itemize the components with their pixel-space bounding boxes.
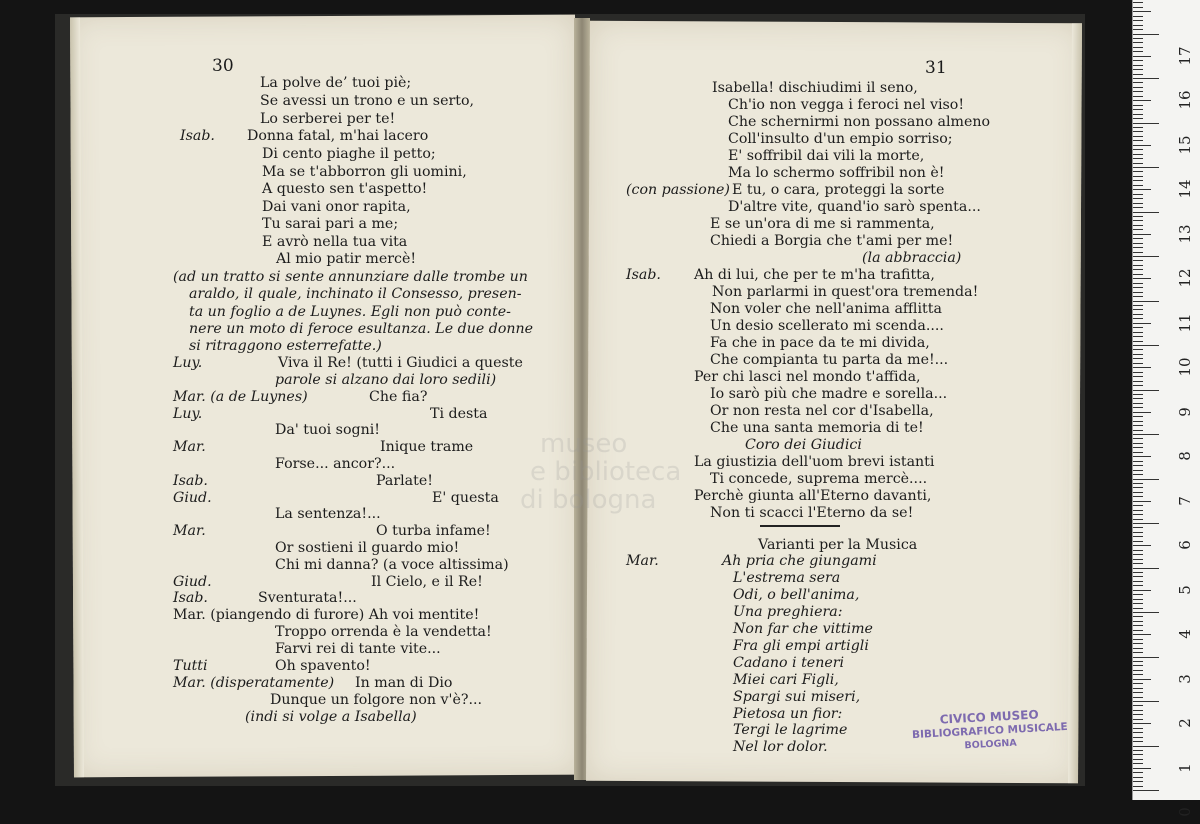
ruler-tick xyxy=(1133,403,1143,404)
text-line: Or sostieni il guardo mio! xyxy=(275,540,460,556)
ruler-tick xyxy=(1133,127,1143,128)
text-line: Mar. xyxy=(173,523,206,539)
ruler-label: 16 xyxy=(1176,90,1194,110)
ruler-tick xyxy=(1133,514,1143,515)
ruler-tick xyxy=(1133,131,1143,132)
ruler-label: 11 xyxy=(1176,312,1194,333)
ruler-tick xyxy=(1133,519,1143,520)
text-line: Dunque un folgore non v'è?... xyxy=(270,692,482,708)
ruler-tick xyxy=(1133,425,1143,426)
ruler-tick xyxy=(1133,65,1143,66)
text-line: Mar. (piangendo di furore) Ah voi mentite! xyxy=(173,607,480,623)
ruler-tick xyxy=(1133,545,1151,546)
ruler-tick xyxy=(1133,109,1143,110)
ruler-tick xyxy=(1133,714,1143,715)
ruler-tick xyxy=(1133,456,1151,457)
ruler-tick xyxy=(1133,576,1143,577)
ruler-tick xyxy=(1133,269,1143,270)
ruler-tick xyxy=(1133,78,1159,79)
ruler-tick xyxy=(1133,746,1159,747)
ruler-tick xyxy=(1133,394,1143,395)
ruler-tick xyxy=(1133,25,1143,26)
ruler-tick xyxy=(1133,741,1143,742)
ruler-tick xyxy=(1133,203,1143,204)
ruler-tick xyxy=(1133,136,1143,137)
text-line: A questo sen t'aspetto! xyxy=(262,181,428,197)
text-line: E tu, o cara, proteggi la sorte xyxy=(732,182,945,198)
ruler-tick xyxy=(1133,309,1143,310)
ruler-tick xyxy=(1133,705,1143,706)
text-line: Se avessi un trono e un serto, xyxy=(260,93,475,109)
ruler-tick xyxy=(1133,541,1143,542)
ruler-tick xyxy=(1133,247,1143,248)
text-line: (ad un tratto si sente annunziare dalle trombe un xyxy=(173,269,528,285)
ruler-tick xyxy=(1133,42,1143,43)
ruler-tick xyxy=(1133,2,1143,3)
text-line: Dai vani onor rapita, xyxy=(262,199,411,215)
ruler-tick xyxy=(1133,421,1143,422)
left-page-number: 30 xyxy=(212,56,234,76)
text-line: Troppo orrenda è la vendetta! xyxy=(275,624,492,640)
ruler-tick xyxy=(1133,692,1143,693)
text-line: Non far che vittime xyxy=(733,621,873,637)
ruler-label: 5 xyxy=(1176,584,1194,595)
ruler-tick xyxy=(1133,719,1143,720)
ruler-tick xyxy=(1133,430,1143,431)
ruler-tick xyxy=(1133,452,1143,453)
text-line: Cadano i teneri xyxy=(733,655,845,671)
text-line: Che compianta tu parta da me!... xyxy=(710,352,949,368)
ruler-tick xyxy=(1133,732,1143,733)
ruler-tick xyxy=(1133,786,1143,787)
ruler-tick xyxy=(1133,114,1143,115)
ruler-tick xyxy=(1133,381,1143,382)
ruler-tick xyxy=(1133,630,1143,631)
ruler-tick xyxy=(1133,470,1143,471)
ruler-tick xyxy=(1133,38,1143,39)
ruler-tick xyxy=(1133,683,1143,684)
text-line: Ch'io non vegga i feroci nel viso! xyxy=(728,97,965,113)
text-line: Giud. xyxy=(173,574,212,590)
text-line: Da' tuoi sogni! xyxy=(275,422,380,438)
text-line: Per chi lasci nel mondo t'affida, xyxy=(694,369,921,385)
ruler-tick xyxy=(1133,91,1143,92)
ruler-label: 0 xyxy=(1176,807,1194,817)
ruler-tick xyxy=(1133,194,1143,195)
ruler-tick xyxy=(1133,674,1143,675)
ruler-label: 12 xyxy=(1176,268,1194,288)
ruler-tick xyxy=(1133,737,1143,738)
ruler-tick xyxy=(1133,505,1143,506)
text-line: E' questa xyxy=(432,490,499,506)
text-line: Fra gli empi artigli xyxy=(733,638,869,654)
ruler-tick xyxy=(1133,238,1143,239)
text-line: Sventurata!... xyxy=(258,590,357,606)
ruler-tick xyxy=(1133,492,1143,493)
text-line: Tu sarai pari a me; xyxy=(262,216,399,232)
ruler-label: 8 xyxy=(1176,451,1194,461)
text-line: Che schernirmi non possano almeno xyxy=(728,114,991,130)
section-divider xyxy=(760,525,840,527)
text-line: O turba infame! xyxy=(376,523,491,539)
library-stamp: CIVICO MUSEO BIBLIOGRAFICO MUSICALE BOLOGNA xyxy=(911,707,1068,752)
ruler-tick xyxy=(1133,496,1143,497)
ruler-tick xyxy=(1133,318,1143,319)
ruler-tick xyxy=(1133,154,1143,155)
text-line: si ritraggono esterrefatte.) xyxy=(189,338,382,354)
text-line: Luy. xyxy=(173,406,203,422)
text-line: E se un'ora di me si rammenta, xyxy=(710,216,935,232)
text-line: Perchè giunta all'Eterno davanti, xyxy=(694,488,932,504)
text-line: Varianti per la Musica xyxy=(758,537,918,553)
ruler-tick xyxy=(1133,260,1143,261)
ruler-tick xyxy=(1133,140,1143,141)
text-line: Oh spavento! xyxy=(275,658,371,674)
ruler-tick xyxy=(1133,670,1143,671)
ruler-tick xyxy=(1133,185,1143,186)
text-line: parole si alzano dai loro sedili) xyxy=(275,372,497,388)
ruler-tick xyxy=(1133,167,1159,168)
ruler-tick xyxy=(1133,412,1151,413)
text-line: Isab. xyxy=(180,128,215,144)
text-line: Chi mi danna? (a voce altissima) xyxy=(275,557,509,573)
ruler-tick xyxy=(1133,479,1159,480)
text-line: Un desio scellerato mi scenda.... xyxy=(710,318,944,334)
text-line: Nel lor dolor. xyxy=(733,739,828,755)
ruler-tick xyxy=(1133,234,1151,235)
ruler-tick xyxy=(1133,407,1143,408)
ruler-tick xyxy=(1133,354,1143,355)
ruler-tick xyxy=(1133,625,1143,626)
ruler-tick xyxy=(1133,345,1159,346)
text-line: Ah pria che giungami xyxy=(722,553,877,569)
ruler-tick xyxy=(1133,465,1143,466)
ruler-tick xyxy=(1133,487,1143,488)
text-line: Spargi sui miseri, xyxy=(733,689,861,705)
ruler-tick xyxy=(1133,581,1143,582)
text-line: Coro dei Giudici xyxy=(745,437,862,453)
ruler-tick xyxy=(1133,96,1143,97)
text-line: Mar. xyxy=(626,553,659,569)
text-line: Farvi rei di tante vite... xyxy=(275,641,441,657)
ruler-tick xyxy=(1133,332,1143,333)
text-line: Miei cari Figli, xyxy=(733,672,839,688)
ruler-tick xyxy=(1133,51,1143,52)
ruler-tick xyxy=(1133,639,1143,640)
ruler-label: 14 xyxy=(1176,179,1194,199)
ruler-tick xyxy=(1133,34,1159,35)
ruler-tick xyxy=(1133,661,1143,662)
text-line: La sentenza!... xyxy=(275,506,381,522)
ruler-tick xyxy=(1133,212,1159,213)
text-line: Mar. (disperatamente) xyxy=(173,675,335,691)
ruler-label: 15 xyxy=(1176,134,1194,155)
ruler-tick xyxy=(1133,292,1143,293)
ruler-tick xyxy=(1133,60,1143,61)
ruler-tick xyxy=(1133,158,1143,159)
text-line: (la abbraccia) xyxy=(862,250,962,266)
ruler-tick xyxy=(1133,314,1143,315)
ruler-tick xyxy=(1133,754,1143,755)
text-line: Forse... ancor?... xyxy=(275,456,396,472)
ruler-tick xyxy=(1133,296,1143,297)
text-line: Lo serberei per te! xyxy=(260,111,396,127)
ruler-tick xyxy=(1133,87,1143,88)
ruler-tick xyxy=(1133,189,1151,190)
ruler-tick xyxy=(1133,118,1143,119)
ruler-tick xyxy=(1133,563,1143,564)
ruler-tick xyxy=(1133,56,1151,57)
ruler-label: 17 xyxy=(1176,45,1194,66)
ruler-tick xyxy=(1133,171,1143,172)
watermark: museo e biblioteca di bologna xyxy=(520,429,682,515)
text-line: Mar. (a de Luynes) xyxy=(173,389,308,405)
ruler-tick xyxy=(1133,100,1151,101)
ruler-label: 9 xyxy=(1176,406,1194,417)
ruler-tick xyxy=(1133,358,1143,359)
ruler-tick xyxy=(1133,768,1151,769)
ruler-tick xyxy=(1133,305,1143,306)
ruler-tick xyxy=(1133,781,1143,782)
text-line: La polve de’ tuoi piè; xyxy=(260,75,412,91)
ruler-tick xyxy=(1133,390,1159,391)
text-line: L'estrema sera xyxy=(733,570,841,586)
text-line: Parlate! xyxy=(376,473,433,489)
right-page-number: 31 xyxy=(925,58,947,78)
text-line: Il Cielo, e il Re! xyxy=(371,574,483,590)
text-line: araldo, il quale, inchinato il Consesso, presen- xyxy=(189,286,522,302)
ruler-tick xyxy=(1133,554,1143,555)
text-line: Isab. xyxy=(626,267,661,283)
ruler-tick xyxy=(1133,47,1143,48)
ruler-tick xyxy=(1133,523,1159,524)
ruler-tick xyxy=(1133,665,1143,666)
ruler-tick xyxy=(1133,7,1143,8)
ruler-tick xyxy=(1133,198,1143,199)
text-line: Che una santa memoria di te! xyxy=(710,420,924,436)
ruler-tick xyxy=(1133,599,1143,600)
ruler-label: 10 xyxy=(1176,357,1194,377)
measurement-ruler xyxy=(1132,0,1200,817)
text-line: Ti concede, suprema mercè.... xyxy=(710,471,928,487)
text-line: Al mio patir mercè! xyxy=(276,251,417,267)
text-line: Una preghiera: xyxy=(733,604,843,620)
ruler-tick xyxy=(1133,265,1143,266)
text-line: Ma lo schermo soffribil non è! xyxy=(728,165,945,181)
ruler-tick xyxy=(1133,483,1143,484)
ruler-label: 2 xyxy=(1176,718,1194,728)
text-line: (con passione) xyxy=(626,182,730,198)
text-line: Che fia? xyxy=(369,389,428,405)
ruler-tick xyxy=(1133,461,1143,462)
ruler-tick xyxy=(1133,536,1143,537)
ruler-tick xyxy=(1133,398,1143,399)
ruler-tick xyxy=(1133,385,1143,386)
ruler-tick xyxy=(1133,608,1143,609)
ruler-tick xyxy=(1133,336,1143,337)
ruler-tick xyxy=(1133,376,1143,377)
text-line: nere un moto di feroce esultanza. Le due donne xyxy=(189,321,534,337)
ruler-label: 1 xyxy=(1176,762,1194,773)
ruler-tick xyxy=(1133,550,1143,551)
text-line: Tutti xyxy=(173,658,208,674)
ruler-label: 7 xyxy=(1176,495,1194,506)
ruler-tick xyxy=(1133,585,1143,586)
ruler-tick xyxy=(1133,82,1143,83)
ruler-tick xyxy=(1133,443,1143,444)
ruler-tick xyxy=(1133,301,1159,302)
ruler-label: 3 xyxy=(1176,673,1194,684)
ruler-tick xyxy=(1133,163,1143,164)
ruler-tick xyxy=(1133,701,1159,702)
ruler-tick xyxy=(1133,283,1143,284)
ruler-label: 4 xyxy=(1176,629,1194,639)
ruler-tick xyxy=(1133,590,1151,591)
ruler-tick xyxy=(1133,29,1143,30)
ruler-tick xyxy=(1133,278,1151,279)
text-line: Chiedi a Borgia che t'ami per me! xyxy=(710,233,954,249)
text-line: In man di Dio xyxy=(355,675,453,691)
ruler-tick xyxy=(1133,16,1143,17)
ruler-tick xyxy=(1133,616,1143,617)
text-line: Odi, o bell'anima, xyxy=(733,587,860,603)
ruler-tick xyxy=(1133,225,1143,226)
text-line: Isab. xyxy=(173,473,208,489)
text-line: D'altre vite, quand'io sarò spenta... xyxy=(728,199,981,215)
text-line: Mar. xyxy=(173,439,206,455)
ruler-tick xyxy=(1133,123,1159,124)
text-line: Non parlarmi in quest'ora tremenda! xyxy=(712,284,979,300)
ruler-tick xyxy=(1133,220,1143,221)
ruler-tick xyxy=(1133,416,1143,417)
text-line: Giud. xyxy=(173,490,212,506)
ruler-tick xyxy=(1133,510,1143,511)
text-line: Luy. xyxy=(173,355,203,371)
ruler-tick xyxy=(1133,697,1143,698)
ruler-tick xyxy=(1133,621,1143,622)
ruler-tick xyxy=(1133,69,1143,70)
ruler-tick xyxy=(1133,532,1143,533)
ruler-tick xyxy=(1133,679,1151,680)
ruler-tick xyxy=(1133,763,1143,764)
ruler-tick xyxy=(1133,349,1143,350)
ruler-tick xyxy=(1133,447,1143,448)
text-line: Donna fatal, m'hai lacero xyxy=(247,128,429,144)
ruler-tick xyxy=(1133,434,1159,435)
ruler-tick xyxy=(1133,750,1143,751)
ruler-tick xyxy=(1133,759,1143,760)
ruler-tick xyxy=(1133,229,1143,230)
text-line: Fa che in pace da te mi divida, xyxy=(710,335,930,351)
ruler-tick xyxy=(1133,559,1143,560)
ruler-tick xyxy=(1133,207,1143,208)
text-line: Non voler che nell'anima afflitta xyxy=(710,301,942,317)
ruler-tick xyxy=(1133,176,1143,177)
ruler-tick xyxy=(1133,438,1143,439)
ruler-tick xyxy=(1133,216,1143,217)
ruler-tick xyxy=(1133,572,1143,573)
ruler-label: 6 xyxy=(1176,540,1194,550)
text-line: Di cento piaghe il petto; xyxy=(262,146,436,162)
ruler-tick xyxy=(1133,287,1143,288)
text-line: E avrò nella tua vita xyxy=(262,234,408,250)
ruler-label: 13 xyxy=(1176,223,1194,244)
ruler-tick xyxy=(1133,648,1143,649)
text-line: Inique trame xyxy=(380,439,474,455)
ruler-tick xyxy=(1133,790,1159,791)
text-line: Viva il Re! (tutti i Giudici a queste xyxy=(278,355,523,371)
text-line: Isab. xyxy=(173,590,208,606)
text-line: Ma se t'abborron gli uomini, xyxy=(262,164,467,180)
ruler-tick xyxy=(1133,688,1143,689)
ruler-tick xyxy=(1133,723,1151,724)
ruler-tick xyxy=(1133,323,1151,324)
ruler-tick xyxy=(1133,594,1143,595)
ruler-tick xyxy=(1133,252,1143,253)
ruler-tick xyxy=(1133,728,1143,729)
ruler-tick xyxy=(1133,710,1143,711)
ruler-tick xyxy=(1133,372,1143,373)
text-line: E' soffribil dai vili la morte, xyxy=(728,148,925,164)
ruler-tick xyxy=(1133,527,1143,528)
text-line: (indi si volge a Isabella) xyxy=(245,709,417,725)
ruler-tick xyxy=(1133,474,1143,475)
ruler-tick xyxy=(1133,772,1143,773)
ruler-tick xyxy=(1133,777,1143,778)
ruler-tick xyxy=(1133,180,1143,181)
ruler-tick xyxy=(1133,603,1143,604)
ruler-tick xyxy=(1133,657,1159,658)
ruler-tick xyxy=(1133,145,1151,146)
ruler-tick xyxy=(1133,501,1151,502)
text-line: Ti desta xyxy=(430,406,488,422)
ruler-tick xyxy=(1133,643,1143,644)
ruler-tick xyxy=(1133,652,1143,653)
ruler-tick xyxy=(1133,20,1143,21)
text-line: La giustizia dell'uom brevi istanti xyxy=(694,454,935,470)
ruler-tick xyxy=(1133,256,1159,257)
ruler-tick xyxy=(1133,105,1143,106)
ruler-tick xyxy=(1133,327,1143,328)
ruler-tick xyxy=(1133,612,1159,613)
ruler-tick xyxy=(1133,363,1143,364)
ruler-tick xyxy=(1133,243,1143,244)
ruler-tick xyxy=(1133,634,1151,635)
ruler-tick xyxy=(1133,367,1151,368)
ruler-tick xyxy=(1133,568,1159,569)
ruler-tick xyxy=(1133,74,1143,75)
text-line: Coll'insulto d'un empio sorriso; xyxy=(728,131,953,147)
text-line: Isabella! dischiudimi il seno, xyxy=(712,80,918,96)
text-line: ta un foglio a de Luynes. Egli non può conte- xyxy=(189,304,511,320)
text-line: Tergi le lagrime xyxy=(733,722,848,738)
text-line: Ah di lui, che per te m'ha trafitta, xyxy=(694,267,935,283)
text-line: Non ti scacci l'Eterno da se! xyxy=(710,505,914,521)
ruler-tick xyxy=(1133,11,1151,12)
text-line: Or non resta nel cor d'Isabella, xyxy=(710,403,934,419)
ruler-tick xyxy=(1133,149,1143,150)
ruler-tick xyxy=(1133,341,1143,342)
ruler-tick xyxy=(1133,274,1143,275)
text-line: Pietosa un fior: xyxy=(733,706,843,722)
text-line: Io sarò più che madre e sorella... xyxy=(710,386,948,402)
